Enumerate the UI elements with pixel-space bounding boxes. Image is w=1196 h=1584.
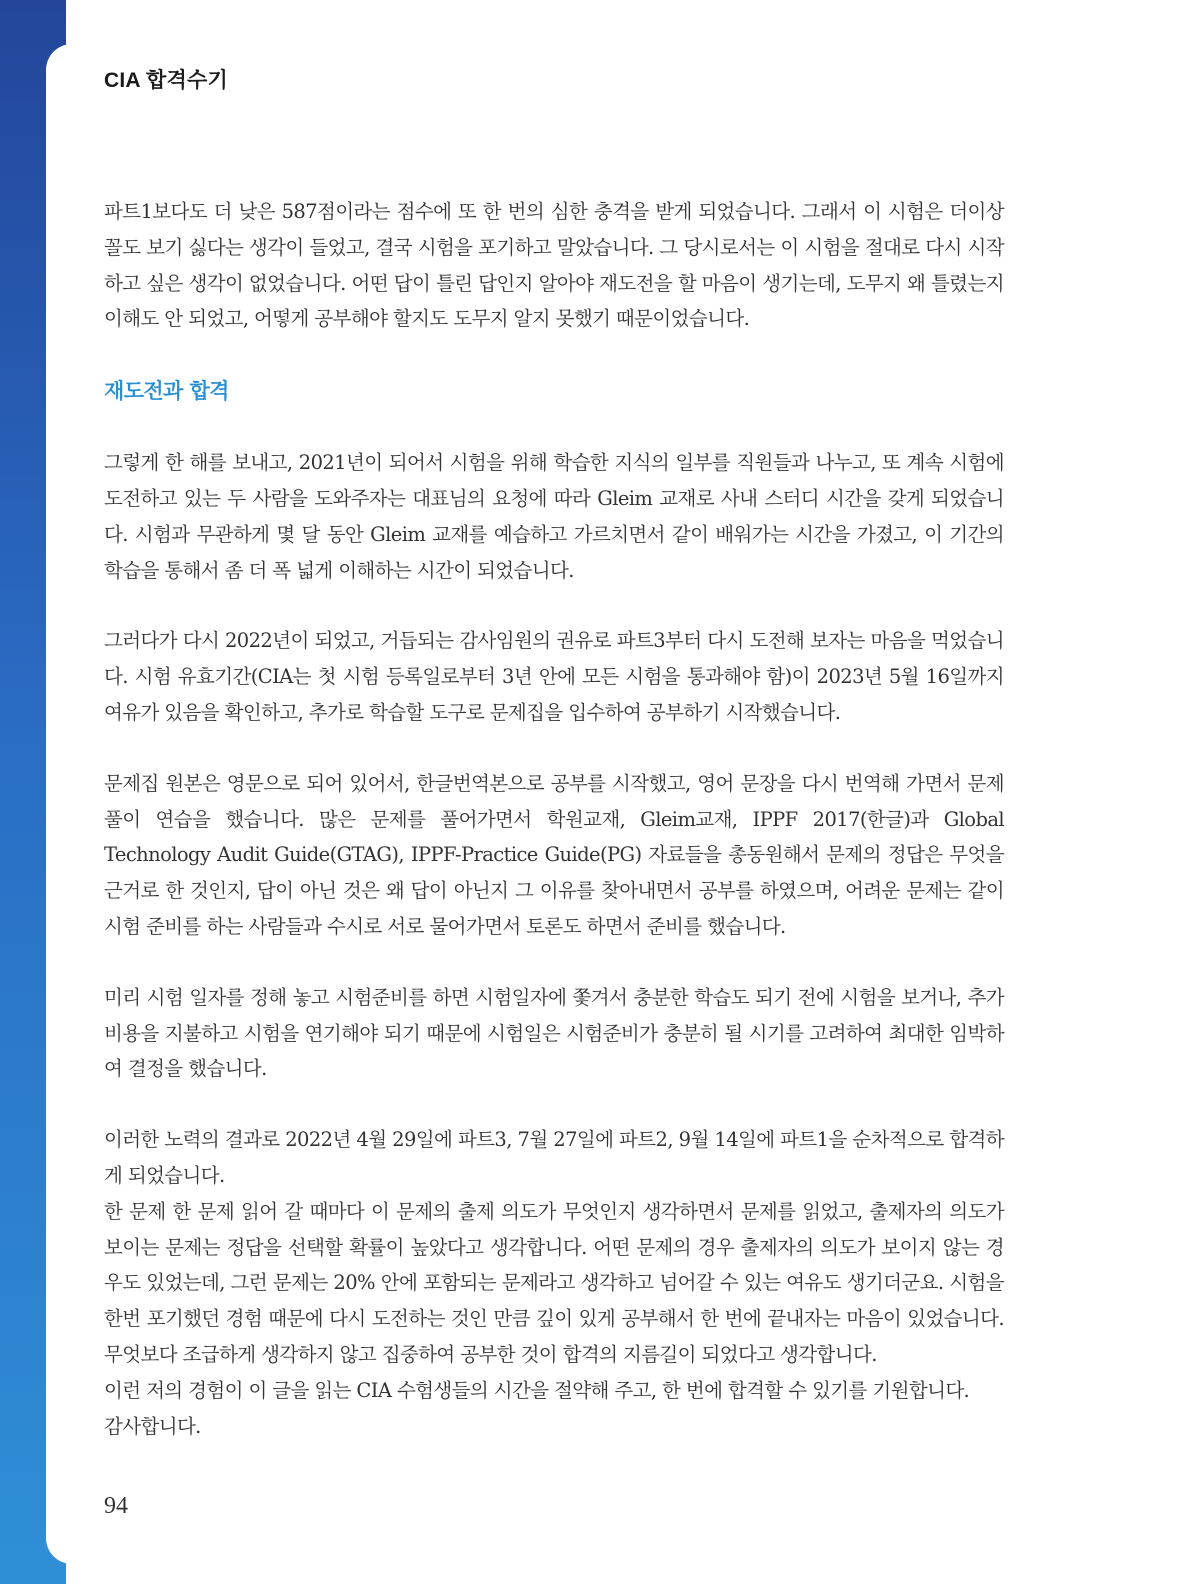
running-header-title: CIA 합격수기 [104, 69, 228, 92]
section-paragraph: 문제집 원본은 영문으로 되어 있어서, 한글번역본으로 공부를 시작했고, 영어 문장을 다시 번역해 가면서 문제풀이 연습을 했습니다. 많은 문제를 풀어가면서 학원교재, Gleim교재, IPPF 2017(한글)과 Global Technology Audit Guide(GTAG), IPPF-Practice Guide(PG) 자료들을 총동원해서 문제의 정답은 무엇을 근거로 한 것인지, 답이 아닌 것은 왜 답이 아닌지 그 이유를 찾아내면서 공부를 하였으며, 어려운 문제는 같이 시험 준비를 하는 사람들과 수시로 서로 물어가면서 토론도 하면서 준비를 했습니다. [104, 771, 1004, 938]
section-heading: 재도전과 합격 [104, 379, 229, 404]
body-content [104, 194, 1004, 1444]
reflection-paragraph: 한 문제 한 문제 읽어 갈 때마다 이 문제의 출제 의도가 무엇인지 생각하면서 문제를 읽었고, 출제자의 의도가 보이는 문제는 정답을 선택할 확률이 높았다고 생각합니다. 어떤 문제의 경우 출제자의 의도가 보이지 않는 경우도 있었는데, 그런 문제는 20% 안에 포함되는 문제라고 생각하고 넘어갈 수 있는 여유도 생기더군요. 시험을 한번 포기했던 경험 때문에 다시 도전하는 것인 만큼 깊이 있게 공부해서 한 번에 끝내자는 마음이 있었습니다. 무엇보다 조급하게 생각하지 않고 집중하여 공부한 것이 합격의 지름길이 되었다고 생각합니다. [104, 1199, 1004, 1366]
section-paragraph: 그렇게 한 해를 보내고, 2021년이 되어서 시험을 위해 학습한 지식의 일부를 직원들과 나누고, 또 계속 시험에 도전하고 있는 두 사람을 도와주자는 대표님의 요청에 따라 Gleim 교재로 사내 스터디 시간을 갖게 되었습니다. 시험과 무관하게 몇 달 동안 Gleim 교재를 예습하고 가르치면서 같이 배워가는 시간을 가졌고, 이 기간의 학습을 통해서 좀 더 폭 넓게 이해하는 시간이 되었습니다. [104, 451, 1004, 582]
intro-paragraph: 파트1보다도 더 낮은 587점이라는 점수에 또 한 번의 심한 충격을 받게 되었습니다. 그래서 이 시험은 더이상 꼴도 보기 싫다는 생각이 들었고, 결국 시험을 포기하고 말았습니다. 그 당시로서는 이 시험을 절대로 다시 시작하고 싶은 생각이 없었습니다. 어떤 답이 틀린 답인지 알아야 재도전을 할 마음이 생기는데, 도무지 왜 틀렸는지 이해도 안 되었고, 어떻게 공부해야 할지도 도무지 알지 못했기 때문이었습니다. [104, 200, 1004, 331]
result-paragraph: 이러한 노력의 결과로 2022년 4월 29일에 파트3, 7월 27일에 파트2, 9월 14일에 파트1을 순차적으로 합격하게 되었습니다. [104, 1128, 1004, 1187]
thanks-line: 감사합니다. [104, 1414, 201, 1438]
section-paragraph: 그러다가 다시 2022년이 되었고, 거듭되는 감사임원의 권유로 파트3부터 다시 도전해 보자는 마음을 먹었습니다. 시험 유효기간(CIA는 첫 시험 등록일로부터 3년 안에 모든 시험을 통과해야 함)이 2023년 5월 16일까지 여유가 있음을 확인하고, 추가로 학습할 도구로 문제집을 입수하여 공부하기 시작했습니다. [104, 629, 1004, 724]
page-number: 94 [104, 1493, 128, 1519]
wish-line: 이런 저의 경험이 이 글을 읽는 CIA 수험생들의 시간을 절약해 주고, 한 번에 합격할 수 있기를 기원합니다. [104, 1378, 970, 1402]
section-paragraph: 미리 시험 일자를 정해 놓고 시험준비를 하면 시험일자에 쫓겨서 충분한 학습도 되기 전에 시험을 보거나, 추가 비용을 지불하고 시험을 연기해야 되기 때문에 시험일은 시험준비가 충분히 될 시기를 고려하여 최대한 임박하여 결정을 했습니다. [104, 985, 1004, 1081]
